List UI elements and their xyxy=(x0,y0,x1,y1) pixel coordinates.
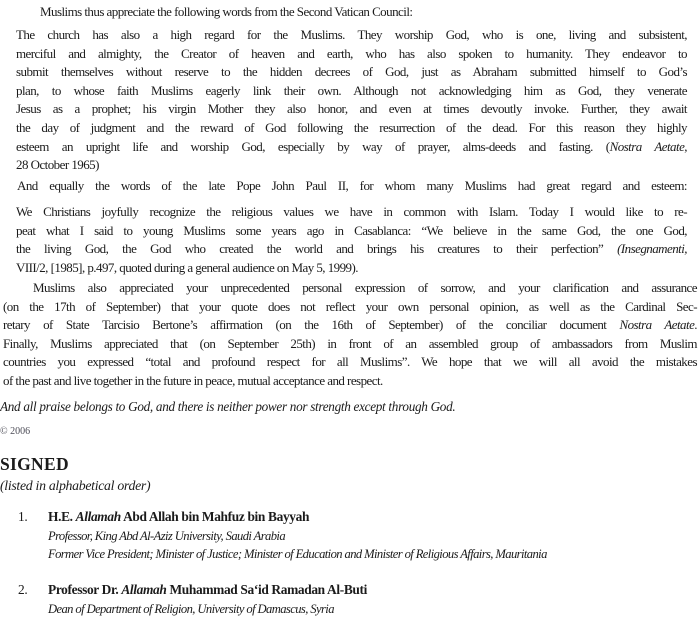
text-run: Jesus as a prophet; his virgin Mother they also honor, and even at times devoutly invoke. Further, they await xyxy=(16,101,687,117)
text-line xyxy=(0,454,700,474)
signatory-title-line: Former Vice President; Minister of Justice; Minister of Education and Minister of Religious Affairs, Mauritania xyxy=(48,547,547,562)
text-run: Muslims also appreciated your unprecedented personal expression of sorrow, and your clarification and assurance xyxy=(33,280,697,295)
signatory-entry xyxy=(18,581,698,618)
text-line xyxy=(16,100,687,119)
block-q1 xyxy=(16,26,687,175)
text-run: The church has also a high regard for the Muslims. They worship God, who is one, living and subsistent, xyxy=(16,27,687,42)
text-line xyxy=(16,119,687,138)
text-line xyxy=(3,353,697,372)
signatory-name xyxy=(48,581,698,600)
text-run: 28 October 1965) xyxy=(16,157,99,173)
text-line xyxy=(3,372,697,391)
text-line xyxy=(0,477,700,496)
text-line xyxy=(16,45,687,64)
text-line xyxy=(3,316,697,335)
signatory-name xyxy=(48,508,698,527)
text-run: We Christians joyfully recognize the religious values we have in common with Islam. Today I would like to re- xyxy=(16,204,687,219)
text-run: retary of State Tarcisio Bertone’s affirmation (on the 16th of September) of the conciliar document xyxy=(3,317,620,333)
text-line xyxy=(16,222,687,241)
text-run: SIGNED xyxy=(0,454,69,474)
text-run: VIII/2, [1985], p.497, quoted during a general audience on May 5, 1999). xyxy=(16,259,358,275)
signatory-number: 2. xyxy=(18,582,28,597)
text-run: Nostra Aetate xyxy=(619,317,695,333)
text-line xyxy=(3,298,697,317)
text-run: And all praise belongs to God, and there is neither power nor strength except through God. xyxy=(0,399,456,414)
text-run: (on the 17th of September) that your quote does not reflect your own personal opinion, as well as the Cardinal Sec- xyxy=(3,298,697,314)
text-run: submit themselves without reserve to the hidden decrees of God, just as Abraham submitted himself to God’s xyxy=(16,64,687,80)
signatory-title-line: Dean of Department of Religion, University of Damascus, Syria xyxy=(48,601,334,616)
block-p3 xyxy=(17,177,687,196)
text-run: Professor Dr. xyxy=(48,582,122,597)
text-run: the living God, the God who created the world and brings his creatures to their perfection” xyxy=(16,241,618,257)
text-line xyxy=(17,177,687,196)
block-copyright xyxy=(0,426,700,438)
block-p1 xyxy=(40,3,690,22)
text-line xyxy=(16,26,687,45)
text-line xyxy=(16,82,687,101)
block-signed xyxy=(0,454,700,474)
text-run: the day of judgment and the reward of God following the resurrection of the dead. For this reason they highly xyxy=(16,119,687,135)
text-run: peat what I said to young Muslims some years ago in Casablanca: “We believe in the same God, the one God, xyxy=(16,222,687,238)
block-bless xyxy=(0,398,700,417)
text-line xyxy=(40,3,690,22)
text-line xyxy=(0,426,700,438)
block-q2 xyxy=(16,203,687,277)
text-run: . xyxy=(694,317,697,333)
text-run: And equally the words of the late Pope John Paul II, for whom many Muslims had great regard and esteem: xyxy=(17,178,687,193)
text-line xyxy=(16,240,687,259)
block-p5 xyxy=(3,279,697,391)
text-run: plan, to whose faith Muslims eagerly link their own. Although not acknowledging him as God, they venerate xyxy=(16,82,687,98)
text-run: Abd Allah bin Mahfuz bin Bayyah xyxy=(120,509,310,524)
text-run: (listed in alphabetical order) xyxy=(0,478,151,493)
text-run: Finally, Muslims appreciated that (on September 25th) in front of an assembled group of ambassadors from Muslim xyxy=(3,335,697,351)
text-line xyxy=(3,279,697,298)
text-line xyxy=(16,138,687,157)
signatory-title-line: Professor, King Abd Al-Aziz University, Saudi Arabia xyxy=(48,528,286,543)
text-line xyxy=(16,203,687,222)
text-line xyxy=(16,259,687,278)
text-line xyxy=(16,63,687,82)
text-run: H.E. xyxy=(48,509,76,524)
text-run: merciful and almighty, the Creator of heaven and earth, who has also spoken to humanity. They endeavor to xyxy=(16,45,687,61)
text-run: Muslims thus appreciate the following words from the Second Vatican Council: xyxy=(40,4,413,19)
text-run: © 2006 xyxy=(0,426,31,437)
text-run: esteem an upright life and worship God, especially by way of prayer, alms-deeds and fasting. ( xyxy=(16,138,610,154)
text-line xyxy=(3,335,697,354)
text-run: Muhammad Sa‘id Ramadan Al-Buti xyxy=(166,582,367,597)
signatory-number: 1. xyxy=(18,509,28,524)
text-run: , xyxy=(684,138,687,154)
text-run: (Insegnamenti, xyxy=(617,241,687,257)
text-run: Nostra Aetate xyxy=(609,138,685,154)
text-run: Allamah xyxy=(121,582,167,597)
block-alpha xyxy=(0,477,700,496)
text-line xyxy=(16,156,687,175)
text-line xyxy=(0,398,700,417)
text-run: Allamah xyxy=(75,509,121,524)
text-run: countries you expressed “total and profound respect for all Muslims”. We hope that we will all avoid the mistakes xyxy=(3,354,697,370)
text-run: of the past and live together in the future in peace, mutual acceptance and respect. xyxy=(3,372,383,388)
signatory-entry xyxy=(18,508,698,564)
